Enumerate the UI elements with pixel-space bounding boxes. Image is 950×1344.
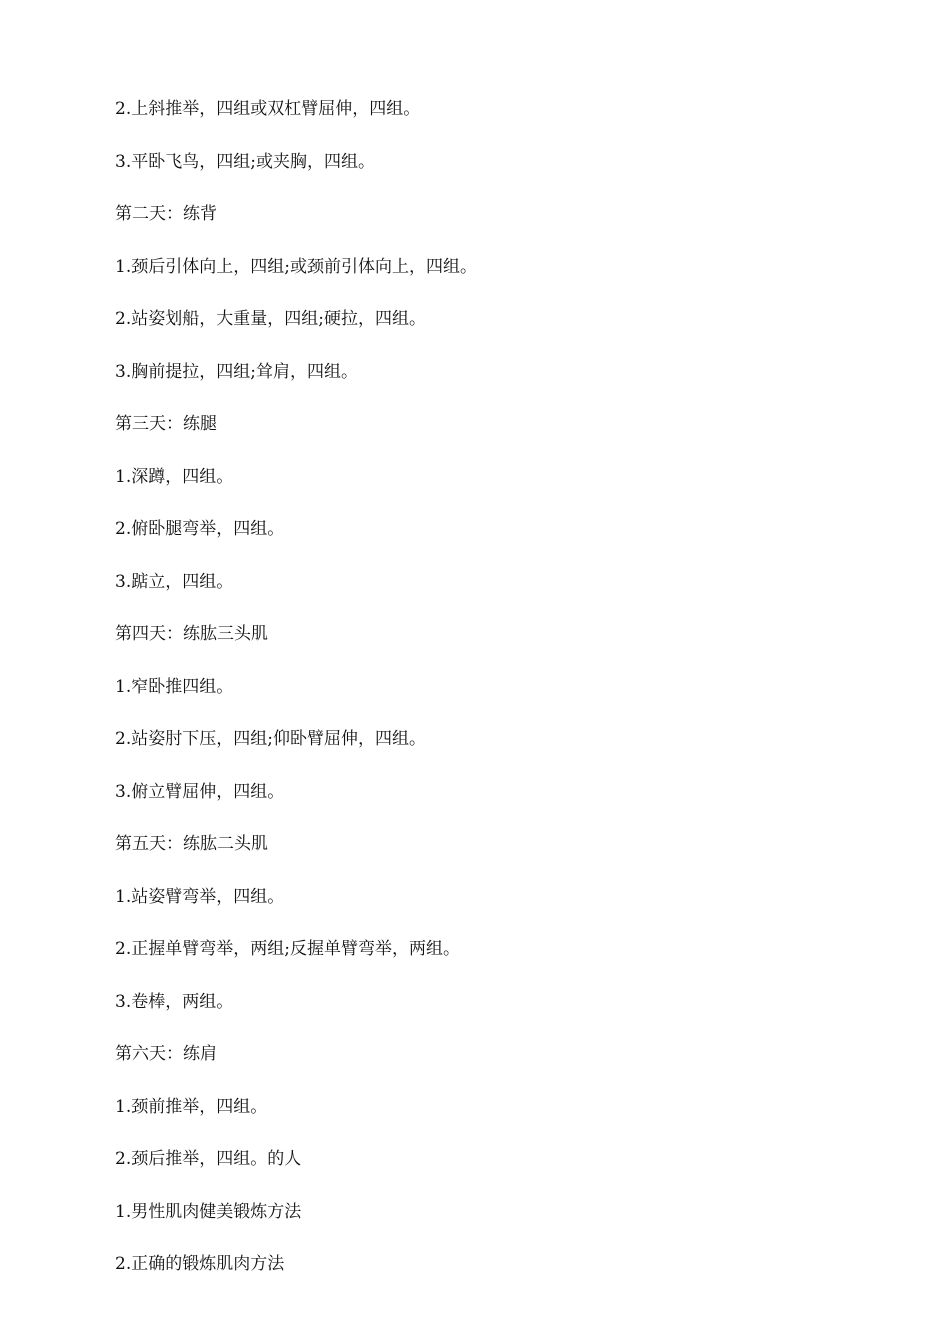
- related-item: 1.男性肌肉健美锻炼方法: [115, 1202, 302, 1222]
- exercise-line: 3.胸前提拉，四组;耸肩，四组。: [115, 362, 358, 382]
- exercise-line: 3.踮立，四组。: [115, 572, 234, 592]
- day-heading: 第二天：练背: [115, 204, 217, 224]
- exercise-line: 2.正握单臂弯举，两组;反握单臂弯举，两组。: [115, 939, 460, 959]
- exercise-line: 2.站姿肘下压，四组;仰卧臂屈伸，四组。: [115, 729, 426, 749]
- exercise-line: 1.站姿臂弯举，四组。: [115, 887, 285, 907]
- exercise-line: 2.颈后推举，四组。的人: [115, 1149, 302, 1169]
- exercise-line: 3.俯立臂屈伸，四组。: [115, 782, 285, 802]
- related-item: 2.正确的锻炼肌肉方法: [115, 1254, 285, 1274]
- exercise-line: 2.上斜推举，四组或双杠臂屈伸，四组。: [115, 99, 421, 119]
- day-heading: 第六天：练肩: [115, 1044, 217, 1064]
- exercise-line: 1.深蹲，四组。: [115, 467, 234, 487]
- exercise-line: 1.颈前推举，四组。: [115, 1097, 268, 1117]
- exercise-line: 1.颈后引体向上，四组;或颈前引体向上，四组。: [115, 257, 477, 277]
- day-heading: 第五天：练肱二头肌: [115, 834, 268, 854]
- exercise-line: 3.平卧飞鸟，四组;或夹胸，四组。: [115, 152, 375, 172]
- exercise-line: 1.窄卧推四组。: [115, 677, 234, 697]
- exercise-line: 2.站姿划船，大重量，四组;硬拉，四组。: [115, 309, 426, 329]
- exercise-line: 2.俯卧腿弯举，四组。: [115, 519, 285, 539]
- exercise-line: 3.卷棒，两组。: [115, 992, 234, 1012]
- day-heading: 第四天：练肱三头肌: [115, 624, 268, 644]
- day-heading: 第三天：练腿: [115, 414, 217, 434]
